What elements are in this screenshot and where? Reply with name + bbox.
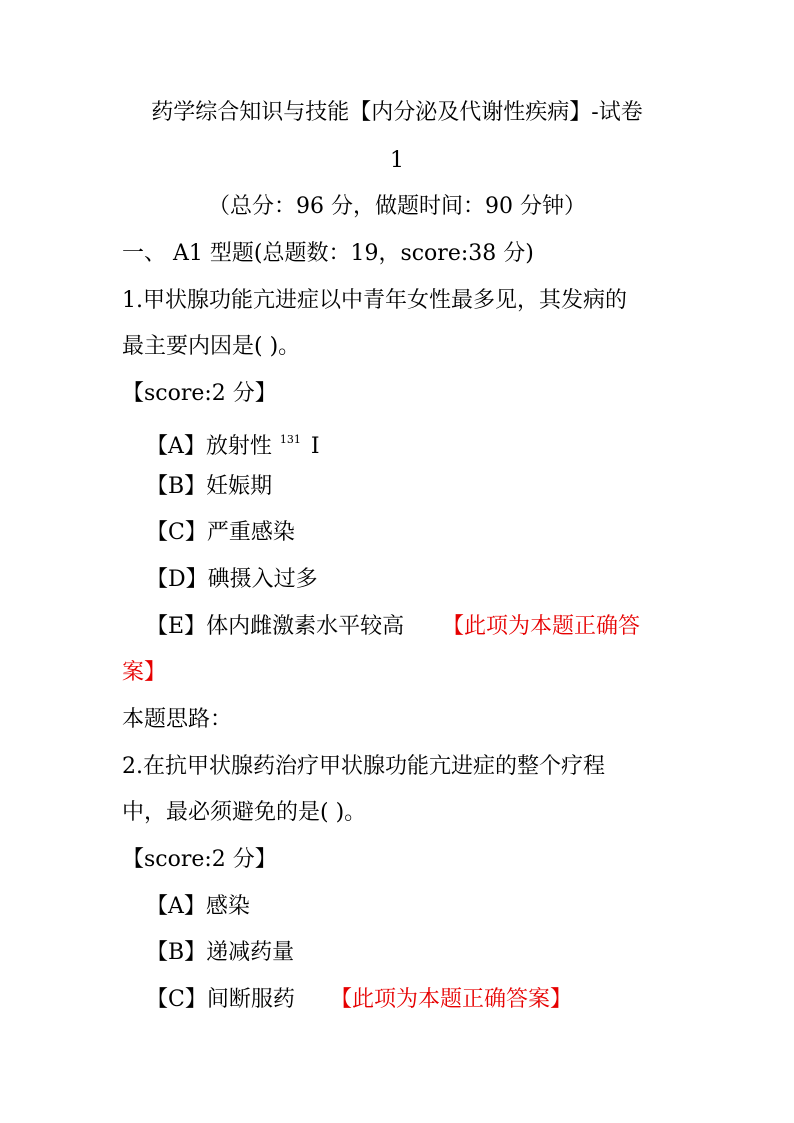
- option-label: 【D】: [146, 567, 208, 592]
- correct-answer-mark-line1: 【此项为本题正确答: [442, 614, 641, 639]
- option-text: 碘摄入过多: [207, 567, 318, 592]
- option-label: 【E】: [146, 614, 207, 639]
- option-text: 体内雌激素水平较高: [206, 614, 405, 639]
- option-text: 放射性: [205, 434, 272, 459]
- option-label: 【B】: [146, 940, 207, 965]
- question-1-stem-line1: 1.甲状腺功能亢进症以中青年女性最多见，其发病的: [122, 288, 627, 313]
- question-1-option-d: [146, 565, 318, 595]
- question-2-option-b: [146, 938, 294, 968]
- document-title-line1: 药学综合知识与技能【内分泌及代谢性疾病】-试卷: [151, 100, 643, 125]
- option-label: 【A】: [146, 894, 206, 919]
- question-1-option-e: [146, 612, 404, 642]
- correct-answer-mark-line2: 案】: [122, 660, 167, 685]
- question-1-option-a: [146, 425, 320, 462]
- document-subtitle: （总分：96 分，做题时间：90 分钟）: [208, 194, 586, 219]
- option-text: 递减药量: [206, 940, 295, 965]
- option-label: 【C】: [146, 987, 207, 1012]
- question-1-score: 【score:2 分】: [122, 381, 277, 406]
- section-heading: 一、 A1 型题(总题数：19，score:38 分): [122, 241, 534, 266]
- option-label: 【A】: [146, 434, 206, 459]
- option-text: 妊娠期: [206, 474, 273, 499]
- option-text: 间断服药: [206, 987, 295, 1012]
- option-text: 严重感染: [206, 520, 295, 545]
- question-1-analysis: 本题思路：: [122, 707, 233, 732]
- option-suffix: I: [310, 434, 320, 459]
- question-2-stem-line2: 中，最必须避免的是( )。: [122, 800, 367, 825]
- question-1-option-b: [146, 472, 272, 502]
- question-2-score: 【score:2 分】: [122, 847, 277, 872]
- option-superscript: 131: [279, 433, 301, 446]
- document-title-line2: 1: [390, 148, 404, 173]
- question-2-option-c: [146, 985, 295, 1015]
- question-2-option-a: [146, 892, 250, 922]
- option-label: 【B】: [146, 474, 207, 499]
- option-text: 感染: [205, 894, 250, 919]
- correct-answer-mark: 【此项为本题正确答案】: [330, 987, 573, 1012]
- option-label: 【C】: [146, 520, 207, 545]
- question-2-stem-line1: 2.在抗甲状腺药治疗甲状腺功能亢进症的整个疗程: [122, 754, 605, 779]
- question-1-stem-line2: 最主要内因是( )。: [122, 334, 301, 359]
- question-1-option-c: [146, 518, 295, 548]
